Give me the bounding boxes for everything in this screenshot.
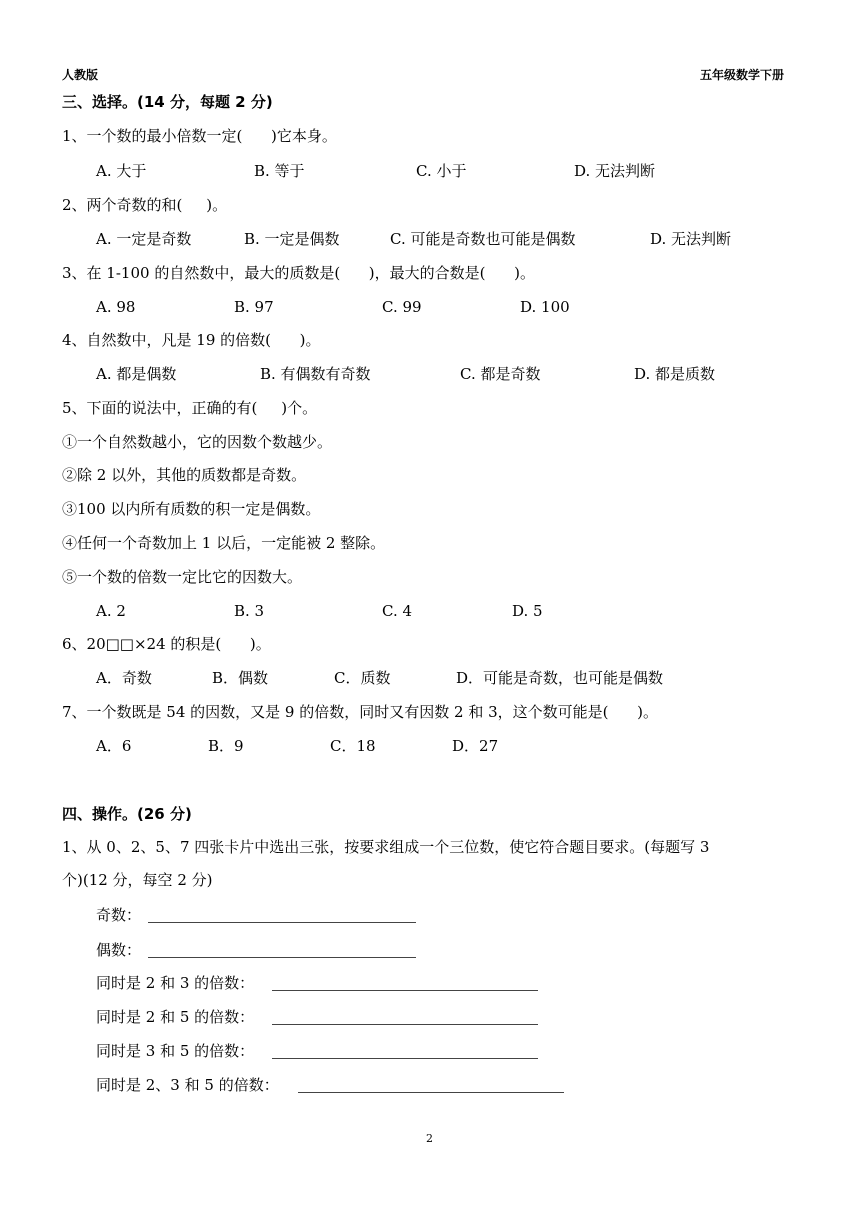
q6-option-d: D．可能是奇数，也可能是偶数 — [456, 669, 664, 687]
q6-option-b: B．偶数 — [212, 669, 269, 687]
answer-line-multiple-2-5[interactable] — [272, 1024, 538, 1025]
q3-option-c: C. 99 — [382, 298, 422, 316]
prompt-multiple-3-5: 同时是 3 和 5 的倍数： — [96, 1042, 255, 1060]
question-7-stem: 7、一个数既是 54 的因数，又是 9 的倍数，同时又有因数 2 和 3，这个数可能是( )。 — [62, 703, 658, 721]
q4-option-c: C. 都是奇数 — [460, 365, 541, 383]
prompt-multiple-2-3: 同时是 2 和 3 的倍数： — [96, 974, 255, 992]
q7-option-a: A．6 — [96, 737, 132, 755]
s4-question-1-line-2: 个)(12 分，每空 2 分) — [62, 871, 213, 889]
prompt-odd: 奇数： — [96, 906, 142, 924]
prompt-multiple-2-3-5: 同时是 2、3 和 5 的倍数： — [96, 1076, 279, 1094]
q1-option-b: B. 等于 — [254, 162, 305, 180]
q2-option-c: C. 可能是奇数也可能是偶数 — [390, 230, 576, 248]
q2-option-a: A. 一定是奇数 — [96, 230, 192, 248]
q2-option-b: B. 一定是偶数 — [244, 230, 340, 248]
q7-option-b: B．9 — [208, 737, 244, 755]
q7-option-c: C．18 — [330, 737, 376, 755]
answer-line-odd[interactable] — [148, 922, 416, 923]
header-grade: 五年级数学下册 — [700, 68, 785, 82]
q5-statement-1: ①一个自然数越小，它的因数个数越少。 — [62, 433, 333, 451]
question-2-stem: 2、两个奇数的和( )。 — [62, 196, 228, 214]
question-4-stem: 4、自然数中，凡是 19 的倍数( )。 — [62, 331, 321, 349]
q5-option-c: C. 4 — [382, 602, 413, 620]
q6-option-c: C．质数 — [334, 669, 391, 687]
answer-line-multiple-3-5[interactable] — [272, 1058, 538, 1059]
q1-option-a: A. 大于 — [96, 162, 147, 180]
q4-option-d: D. 都是质数 — [634, 365, 716, 383]
prompt-even: 偶数： — [96, 941, 142, 959]
q5-statement-4: ④任何一个奇数加上 1 以后，一定能被 2 整除。 — [62, 534, 386, 552]
answer-line-multiple-2-3-5[interactable] — [298, 1092, 564, 1093]
q1-option-d: D. 无法判断 — [574, 162, 656, 180]
s4-question-1-line-1: 1、从 0、2、5、7 四张卡片中选出三张，按要求组成一个三位数，使它符合题目要求。(每题写 3 — [62, 838, 710, 856]
q3-option-b: B. 97 — [234, 298, 274, 316]
q5-statement-2: ②除 2 以外，其他的质数都是奇数。 — [62, 466, 307, 484]
q3-option-a: A. 98 — [96, 298, 136, 316]
q5-option-d: D. 5 — [512, 602, 543, 620]
q2-option-d: D. 无法判断 — [650, 230, 732, 248]
q1-option-c: C. 小于 — [416, 162, 467, 180]
answer-line-even[interactable] — [148, 957, 416, 958]
question-6-stem: 6、20□□×24 的积是( )。 — [62, 635, 271, 653]
q4-option-b: B. 有偶数有奇数 — [260, 365, 371, 383]
question-5-stem: 5、下面的说法中，正确的有( )个。 — [62, 399, 318, 417]
prompt-multiple-2-5: 同时是 2 和 5 的倍数： — [96, 1008, 255, 1026]
header-edition: 人教版 — [62, 68, 99, 82]
q4-option-a: A. 都是偶数 — [96, 365, 177, 383]
q5-option-a: A. 2 — [96, 602, 126, 620]
page-number: 2 — [426, 1132, 433, 1145]
question-1-stem: 1、一个数的最小倍数一定( )它本身。 — [62, 127, 337, 145]
q5-statement-3: ③100 以内所有质数的积一定是偶数。 — [62, 500, 321, 518]
question-3-stem: 3、在 1-100 的自然数中，最大的质数是( )，最大的合数是( )。 — [62, 264, 535, 282]
section-3-title: 三、选择。(14 分，每题 2 分) — [62, 93, 273, 111]
q5-option-b: B. 3 — [234, 602, 265, 620]
q3-option-d: D. 100 — [520, 298, 570, 316]
answer-line-multiple-2-3[interactable] — [272, 990, 538, 991]
q5-statement-5: ⑤一个数的倍数一定比它的因数大。 — [62, 568, 303, 586]
q7-option-d: D．27 — [452, 737, 499, 755]
q6-option-a: A．奇数 — [96, 669, 152, 687]
section-4-title: 四、操作。(26 分) — [62, 805, 192, 823]
